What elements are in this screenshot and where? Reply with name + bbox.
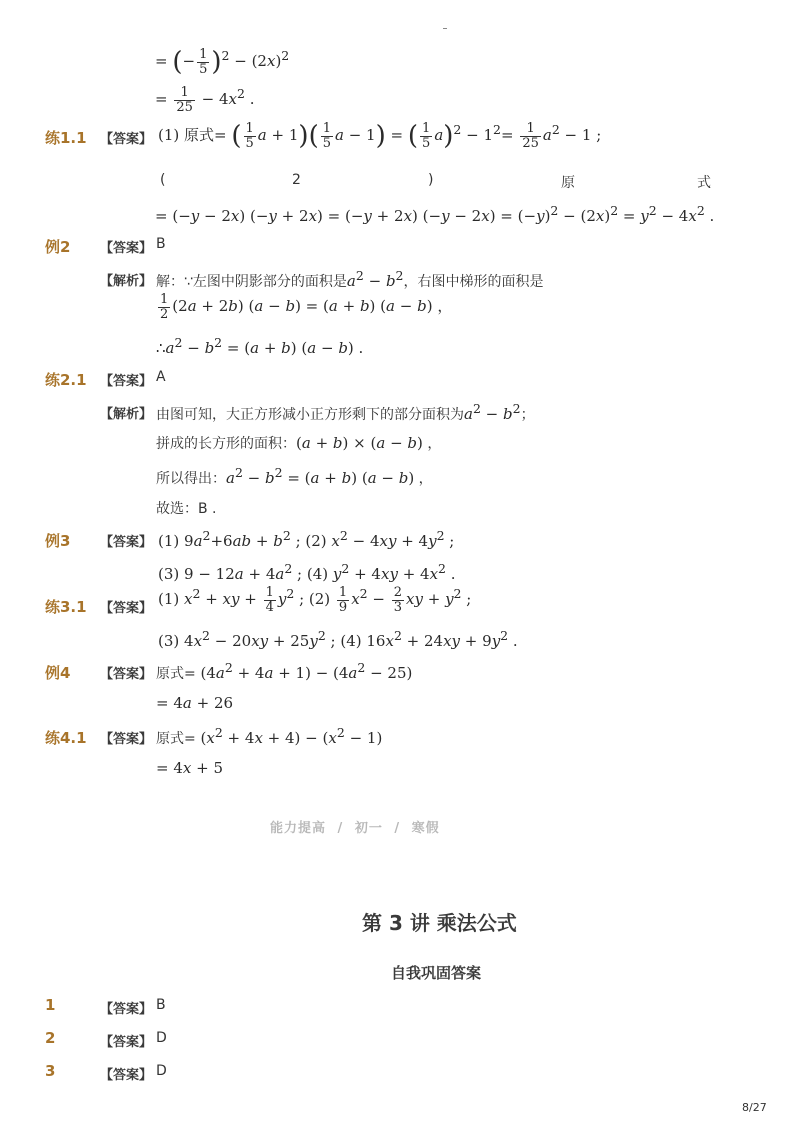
answer-text: 原式= $(4a^2 + 4a + 1) - (4a^2 - 25)$ <box>156 660 413 682</box>
top-line-1: = (− $\frac{1}{5}$ )$^2 - (2x)^2$ <box>155 47 290 78</box>
answer-tag: 【答案】 <box>100 667 153 682</box>
spread-char: 原 <box>561 175 575 191</box>
answer-text-2: = 4a + 26 <box>156 694 234 712</box>
footer-part: 能力提高 <box>270 821 327 836</box>
footer-sep: / <box>394 821 401 836</box>
analysis-line: $\therefore a^2 - b^2 = (a + b) (a - b)$ . <box>156 335 364 357</box>
answer-text: (1) 原式= ( $\frac{1}{5}$ a + 1)( $\frac{1}{5}$ a − 1) = ( $\frac{1}{5}$ $a)^2 - 1^2=$ $\frac{1}{25}$ $a^2 - 1$ ; <box>158 121 602 152</box>
answer-tag: 【答案】 <box>100 132 153 147</box>
answer-tag: 【答案】 <box>100 535 153 550</box>
answer-tag: 【答案】 <box>100 374 153 389</box>
answer-tag: 【答案】 <box>100 241 153 256</box>
answer-text: (1) $x^2$ + xy + $\frac{1}{4}$ $y^2$ ; (2) $\frac{1}{9}$ $x^2$ − $\frac{2}{3}$ xy + $y^2$ ; <box>158 585 472 615</box>
self-answer-num: 3 <box>45 1062 56 1080</box>
answer-text-2: = 4x + 5 <box>156 759 224 777</box>
analysis-line: $\frac{1}{2}$ (2a + 2b) (a − b) = (a + b) (a − b) ， <box>160 292 453 322</box>
answer-text-2: (3) $9 - 12a + 4a^2$ ; (4) $y^2 + 4xy + 4x^2$ . <box>158 561 456 583</box>
answer-tag: 【答案】 <box>100 1002 153 1017</box>
answer-text-2: (3) $4x^2 - 20xy + 25y^2$ ; (4) $16x^2 + 24xy + 9y^2$ . <box>158 628 518 650</box>
analysis-line: 所以得出：$a^2 - b^2 = (a + b) (a - b)$ ， <box>156 465 433 487</box>
answer-tag: 【答案】 <box>100 1035 153 1050</box>
item-label: 练2.1 <box>45 371 87 389</box>
footer-sep: / <box>337 821 344 836</box>
analysis-line: 拼成的长方形的面积：(a + b) × (a − b) ， <box>156 434 442 452</box>
analysis-line: 由图可知，大正方形减小正方形剩下的部分面积为$a^2 - b^2$； <box>156 401 535 423</box>
answer-value: B <box>156 236 166 252</box>
self-answer-value: B <box>156 997 166 1013</box>
analysis-line: 解：∵左图中阴影部分的面积是$a^2 - b^2$，右图中梯形的面积是 <box>156 268 544 290</box>
continuation-text: = (−y − 2x) (−y + 2x) = (−y + 2x) $(-y - 2x) = (-y)^2 - (2x)^2 = y^2 - 4x^2$ . <box>155 203 715 225</box>
self-answer-num: 1 <box>45 996 56 1014</box>
answer-tag: 【答案】 <box>100 732 153 747</box>
answer-tag: 【答案】 <box>100 601 153 616</box>
item-label: 例3 <box>45 532 71 550</box>
analysis-tag: 【解析】 <box>100 274 153 289</box>
answer-tag: 【答案】 <box>100 1068 153 1083</box>
section-title: 自我巩固答案 <box>391 964 482 982</box>
answer-text: (1) $9a^2+6ab + b^2$ ; (2) $x^2 - 4xy + 4y^2$ ; <box>158 528 455 550</box>
answer-text: 原式= $(x^2 + 4x + 4) - (x^2 - 1)$ <box>156 725 383 747</box>
footer-part: 寒假 <box>411 821 440 836</box>
item-label: 练3.1 <box>45 598 87 616</box>
lecture-title: 第 3 讲 乘法公式 <box>362 911 517 935</box>
spread-char: ( <box>160 172 166 188</box>
item-label: 例2 <box>45 238 71 256</box>
analysis-tag: 【解析】 <box>100 407 153 422</box>
page-number: 8/27 <box>742 1101 767 1114</box>
item-label: 练4.1 <box>45 729 87 747</box>
self-answer-value: D <box>156 1063 167 1079</box>
top-mark <box>443 28 447 29</box>
answer-value: A <box>156 369 166 385</box>
spread-char: ) <box>428 172 434 188</box>
top-line-2: = $\frac{1}{25}$ − $4x^2$ . <box>155 85 255 115</box>
page-footer <box>270 817 440 836</box>
spread-char: 式 <box>697 175 711 191</box>
item-label: 例4 <box>45 664 71 682</box>
analysis-line: 故选：B . <box>156 501 217 517</box>
self-answer-num: 2 <box>45 1029 56 1047</box>
item-label: 练1.1 <box>45 129 87 147</box>
spread-char: 2 <box>292 172 301 188</box>
footer-part: 初一 <box>354 821 383 836</box>
self-answer-value: D <box>156 1030 167 1046</box>
